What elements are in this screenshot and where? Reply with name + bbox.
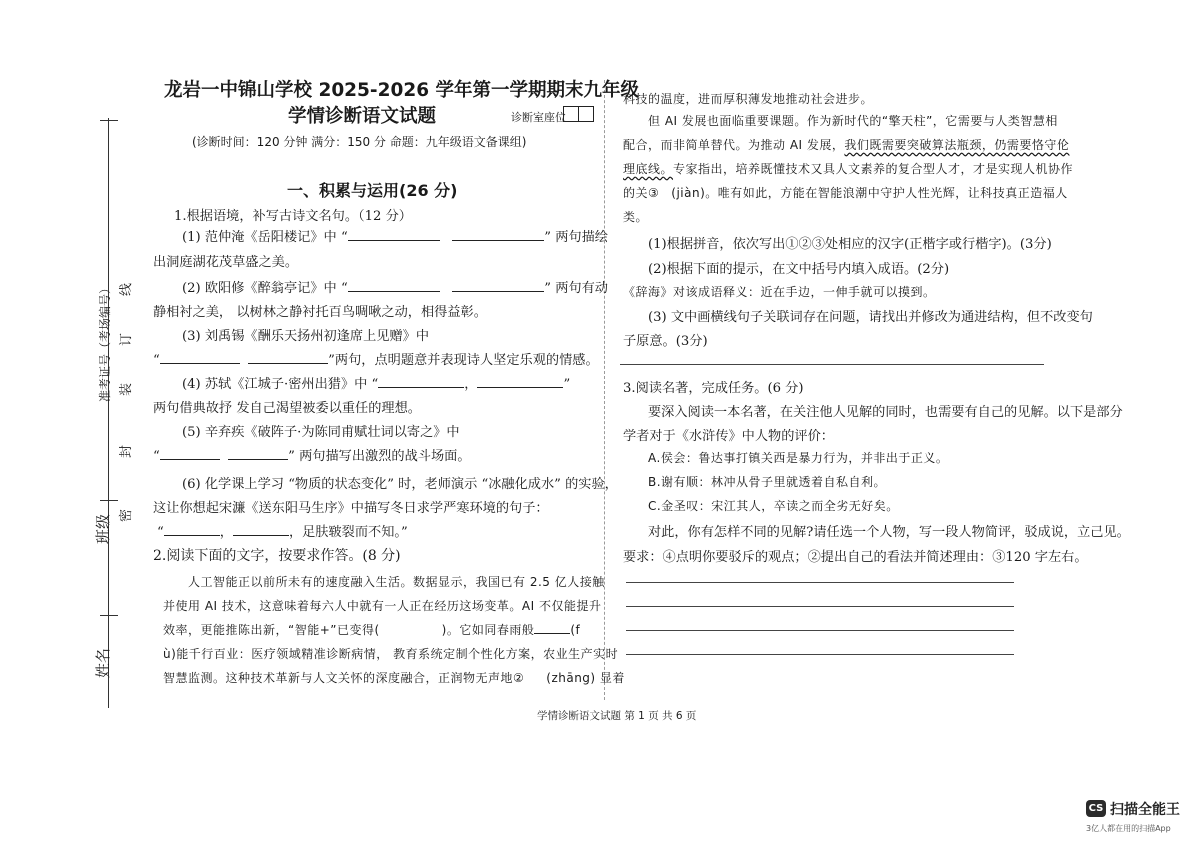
q3-ask: 对此，你有怎样不同的见解?请任选一个人物，写一段人物简评，驳成说，立己见。 — [648, 525, 1130, 540]
q3-answer-line-2[interactable] — [626, 606, 1014, 607]
seal-mark-xian: 线 — [119, 282, 134, 296]
binding-rule — [108, 118, 109, 708]
q1-6-line3: “ ， ，足肤皲裂而不知。” — [157, 525, 408, 540]
q3-requirements: 要求：④点明你要驳斥的观点；②提出自己的看法并简述理由：③120 字左右。 — [623, 550, 1088, 565]
q3-answer-line-3[interactable] — [626, 630, 1014, 631]
section-title: 一、积累与运用(26 分) — [287, 181, 458, 200]
q3-option-c: C.金圣叹：宋江其人，卒读之而全劣无好矣。 — [648, 499, 899, 513]
q2-task1: (1)根据拼音，依次写出①②③处相应的汉字(正楷字或行楷字)。(3分) — [648, 237, 1052, 252]
q2-para-line1: 人工智能正以前所未有的速度融入生活。数据显示，我国已有 2.5 亿人接触 — [188, 575, 605, 589]
q2-task2: (2)根据下面的提示，在文中括号内填入成语。(2分) — [648, 262, 950, 277]
q2-task3-line2: 子原意。(3分) — [623, 334, 708, 349]
q3-answer-line-1[interactable] — [626, 582, 1014, 583]
seat-box-2[interactable] — [578, 106, 594, 122]
page-footer: 学情诊断语文试题 第 1 页 共 6 页 — [537, 710, 697, 722]
exam-info: (诊断时间：120 分钟 满分：150 分 命题：九年级语文备课组) — [192, 135, 527, 149]
q2-para-line3: 效率，更能推陈出新，“智能+”已变得( )。它如同春雨般 (f — [163, 623, 581, 637]
q2-cihai-definition: 《辞海》对该成语释义：近在手边，一伸手就可以摸到。 — [623, 285, 936, 299]
q1-6-line1: (6) 化学课上学习 “物质的状态变化” 时，老师演示 “冰融化成水” 的实验， — [182, 477, 618, 492]
q2-para-line6: 科技的温度，进而厚积薄发地推动社会进步。 — [623, 92, 874, 106]
seat-box-1[interactable] — [563, 106, 579, 122]
seal-mark-feng: 封 — [119, 444, 134, 458]
q3-intro-line1: 要深入阅读一本名著，在关注他人见解的同时，也需要有自己的见解。以下是部分 — [648, 405, 1123, 420]
q1-4-line2: 两句借典故抒 发自己渴望被委以重任的理想。 — [153, 401, 421, 416]
q1-5-line2: “ ” 两句描写出激烈的战斗场面。 — [153, 449, 471, 464]
q1-2-line2: 静相衬之美， 以树林之静衬托百鸟啁啾之动，相得益彰。 — [153, 305, 487, 320]
q1-3-line2: “ ”两句，点明题意并表现诗人坚定乐观的情感。 — [153, 353, 599, 368]
q1-3-line1: (3) 刘禹锡《酬乐天扬州初逢席上见赠》中 — [182, 329, 430, 344]
q2-para-line8: 配合，而非简单替代。为推动 AI 发展，我们既需要突破算法瓶颈，仍需要恪守伦 — [623, 138, 1070, 152]
seal-mark-mi: 密 — [119, 508, 134, 522]
q3-stem: 3.阅读名著，完成任务。(6 分) — [623, 381, 804, 396]
watermark-name: 扫描全能王 — [1110, 802, 1180, 818]
q1-4-line1: (4) 苏轼《江城子·密州出猎》中 “ ， ” — [182, 377, 571, 392]
q1-stem: 1.根据语境，补写古诗文名句。（12 分） — [174, 209, 412, 224]
q2-para-line11: 类。 — [623, 210, 649, 224]
watermark-tagline: 3亿人都在用的扫描App — [1086, 824, 1171, 833]
name-label: 姓名 — [94, 647, 112, 678]
class-label: 班级 — [94, 513, 112, 544]
page-divider — [604, 80, 605, 700]
q3-option-a: A.侯会：鲁达事打镇关西是暴力行为，并非出于正义。 — [648, 451, 949, 465]
q1-1-line1: (1) 范仲淹《岳阳楼记》中 “ ” 两句描绘 — [182, 230, 608, 245]
q1-2-line1: (2) 欧阳修《醉翁亭记》中 “ ” 两句有动 — [182, 281, 608, 296]
q1-1-line2: 出洞庭湖花茂草盛之美。 — [153, 255, 299, 270]
seal-mark-zhuang: 装 — [119, 382, 134, 396]
exam-no-label: 准考证号（考场编号） — [98, 281, 112, 402]
q2-answer-line[interactable] — [620, 364, 1044, 365]
q3-intro-line2: 学者对于《水浒传》中人物的评价： — [623, 429, 834, 444]
q2-para-line9: 理底线。专家指出，培养既懂技术又具人文素养的复合型人才，才是实现人机协作 — [623, 162, 1074, 176]
q3-option-b: B.谢有顺：林冲从骨子里就透着自私自利。 — [648, 475, 887, 489]
q2-para-line5: 智慧监测。这种技术革新与人文关怀的深度融合，正润物无声地② (zhāng) 显着 — [163, 671, 625, 685]
q3-answer-line-4[interactable] — [626, 654, 1014, 655]
q2-para-line2: 并使用 AI 技术，这意味着每六人中就有一人正在经历这场变革。AI 不仅能提升 — [163, 599, 602, 613]
q2-stem: 2.阅读下面的文字，按要求作答。(8 分) — [153, 548, 401, 564]
camscanner-logo-icon: CS — [1086, 800, 1106, 817]
q2-task3-line1: (3) 文中画横线句子关联词存在问题，请找出并修改为通进结构，但不改变句 — [648, 310, 1093, 325]
q2-para-line4: ù)能千行百业：医疗领域精准诊断病情， 教育系统定制个性化方案，农业生产实时 — [163, 647, 619, 661]
exam-title-line1: 龙岩一中锦山学校 2025-2026 学年第一学期期末九年级 — [164, 80, 640, 101]
underlined-sentence-part2: 理底线。 — [623, 162, 674, 176]
q1-6-line2: 这让你想起宋濂《送东阳马生序》中描写冬日求学严寒环境的句子： — [153, 501, 549, 516]
underlined-sentence-part1: 我们既需要突破算法瓶颈，仍需要恪守伦 — [844, 138, 1070, 152]
q1-5-line1: (5) 辛弃疾《破阵子·为陈同甫赋壮词以寄之》中 — [182, 425, 460, 440]
seal-mark-ding: 订 — [119, 332, 134, 346]
q2-para-line10: 的关③ (jiàn)。唯有如此，方能在智能浪潮中守护人性光辉，让科技真正造福人 — [623, 186, 1068, 200]
q2-para-line7: 但 AI 发展也面临重要课题。作为新时代的“擎天柱”，它需要与人类智慧相 — [648, 114, 1058, 128]
exam-title-line2: 学情诊断语文试题 — [288, 106, 437, 127]
seat-label: 诊断室座位 — [511, 111, 566, 124]
